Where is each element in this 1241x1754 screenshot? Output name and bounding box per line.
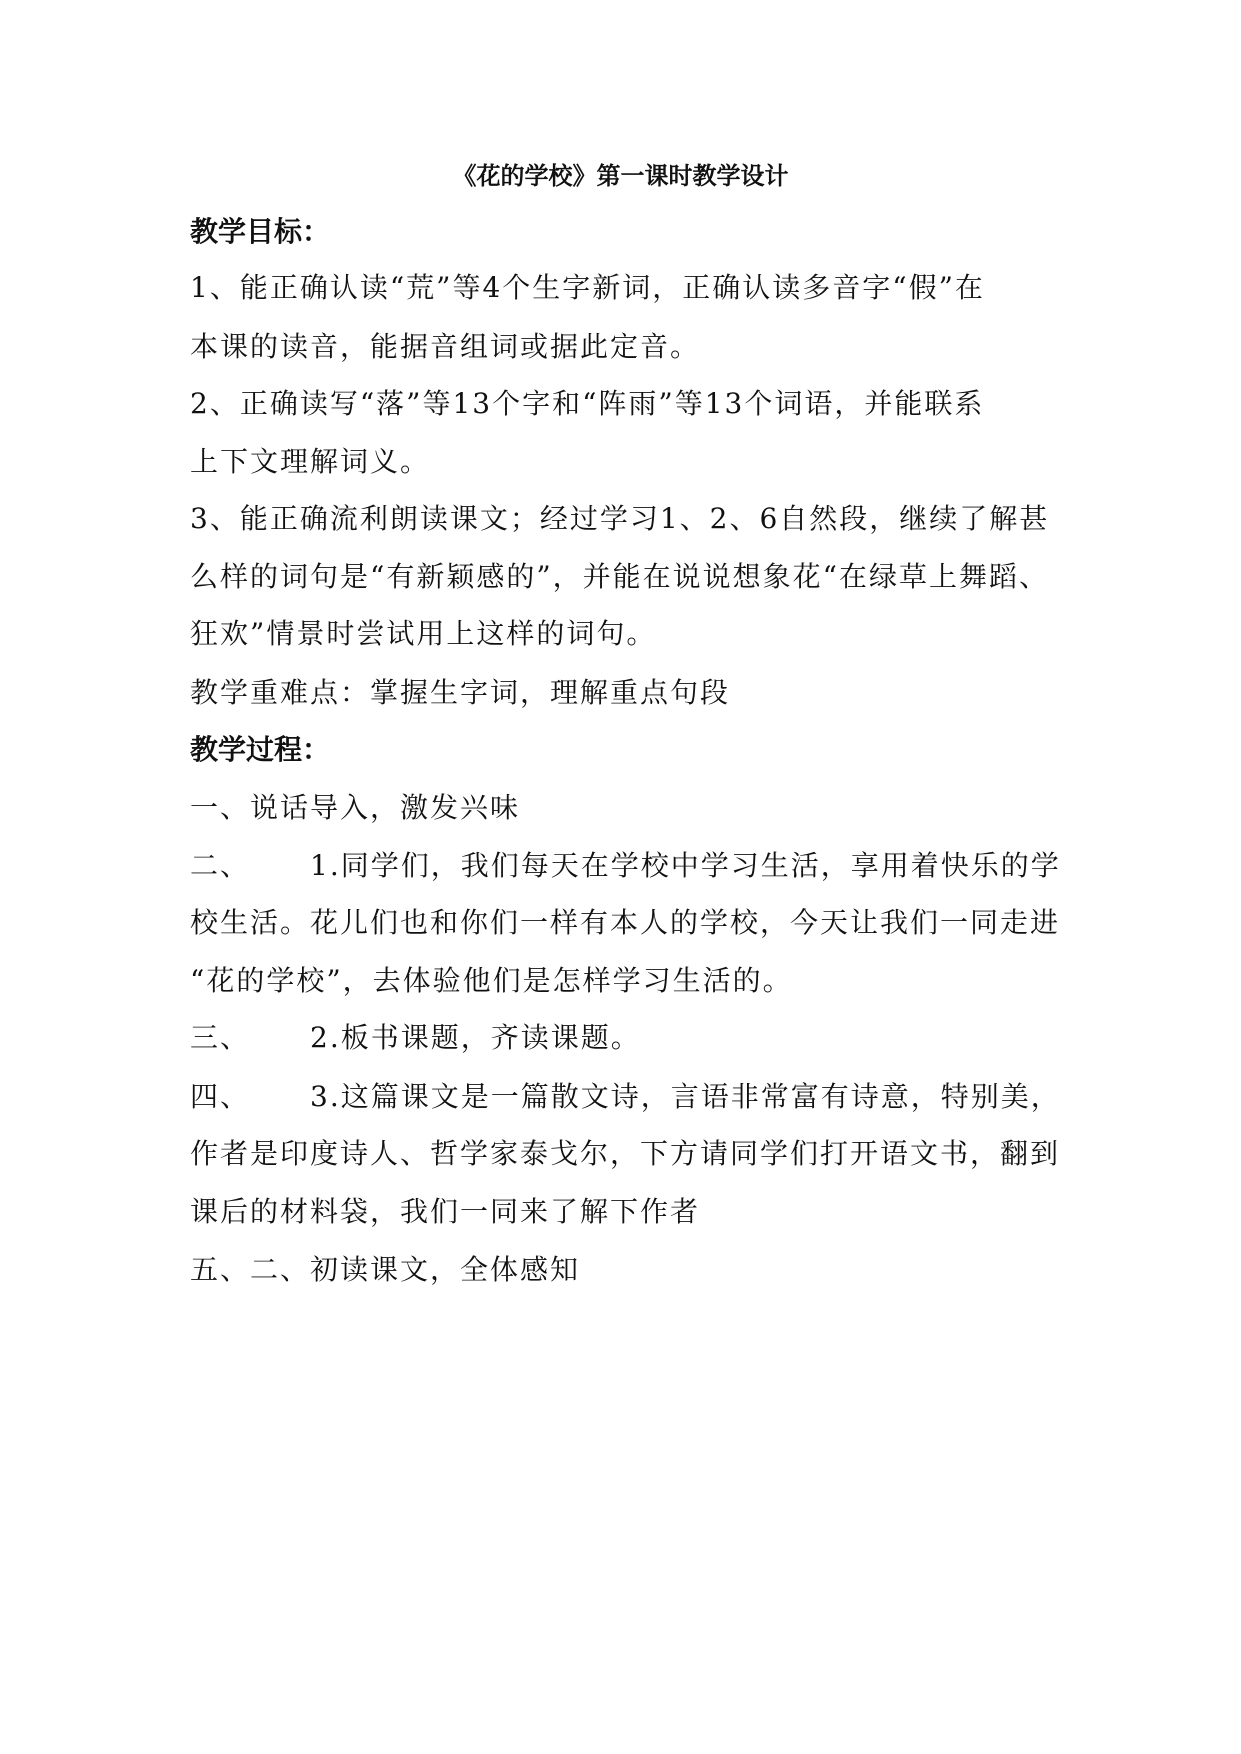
- process-step-5: 五、二、初读课文，全体感知: [190, 1253, 581, 1286]
- key-points: 教学重难点：掌握生字词，理解重点句段: [190, 676, 731, 709]
- process-step-4-cont: 课后的材料袋，我们一同来了解下作者: [190, 1195, 701, 1228]
- goal-line: 2、正确读写“落”等13个字和“阵雨”等13个词语，并能联系: [190, 387, 985, 420]
- process-step-3: [190, 1018, 641, 1058]
- process-step-4-cont: 作者是印度诗人、哲学家泰戈尔，下方请同学们打开语文书，翻到: [190, 1137, 1061, 1170]
- step-text: 3.这篇课文是一篇散文诗，言语非常富有诗意，特别美，: [310, 1080, 1061, 1113]
- document-title: 《花的学校》第一课时教学设计: [452, 161, 789, 190]
- process-step-2-cont: “花的学校”，去体验他们是怎样学习生活的。: [190, 964, 793, 997]
- goal-line: 狂欢”情景时尝试用上这样的词句。: [190, 617, 657, 650]
- process-step-2: [190, 846, 1061, 886]
- goal-line: 1、能正确认读“荒”等4个生字新词，正确认读多音字“假”在: [190, 271, 985, 304]
- process-heading: 教学过程：: [190, 733, 331, 766]
- process-step-1: 一、说话导入，激发兴味: [190, 791, 521, 824]
- process-step-2-cont: 校生活。花儿们也和你们一样有本人的学校，今天让我们一同走进: [190, 906, 1061, 939]
- step-text: 2.板书课题，齐读课题。: [310, 1021, 641, 1054]
- step-number: 四、: [190, 1080, 251, 1113]
- goals-heading: 教学目标：: [190, 215, 331, 248]
- goal-line: 3、能正确流利朗读课文；经过学习1、2、6自然段，继续了解甚: [190, 502, 1050, 535]
- step-text: 1.同学们，我们每天在学校中学习生活，享用着快乐的学: [310, 849, 1061, 882]
- step-number: 三、: [190, 1021, 251, 1054]
- goal-line: 本课的读音，能据音组词或据此定音。: [190, 330, 701, 363]
- goal-line: 上下文理解词义。: [190, 445, 431, 478]
- process-step-4: [190, 1077, 1061, 1117]
- goal-line: 么样的词句是“有新颖感的”，并能在说说想象花“在绿草上舞蹈、: [190, 560, 1049, 593]
- step-number: 二、: [190, 849, 251, 882]
